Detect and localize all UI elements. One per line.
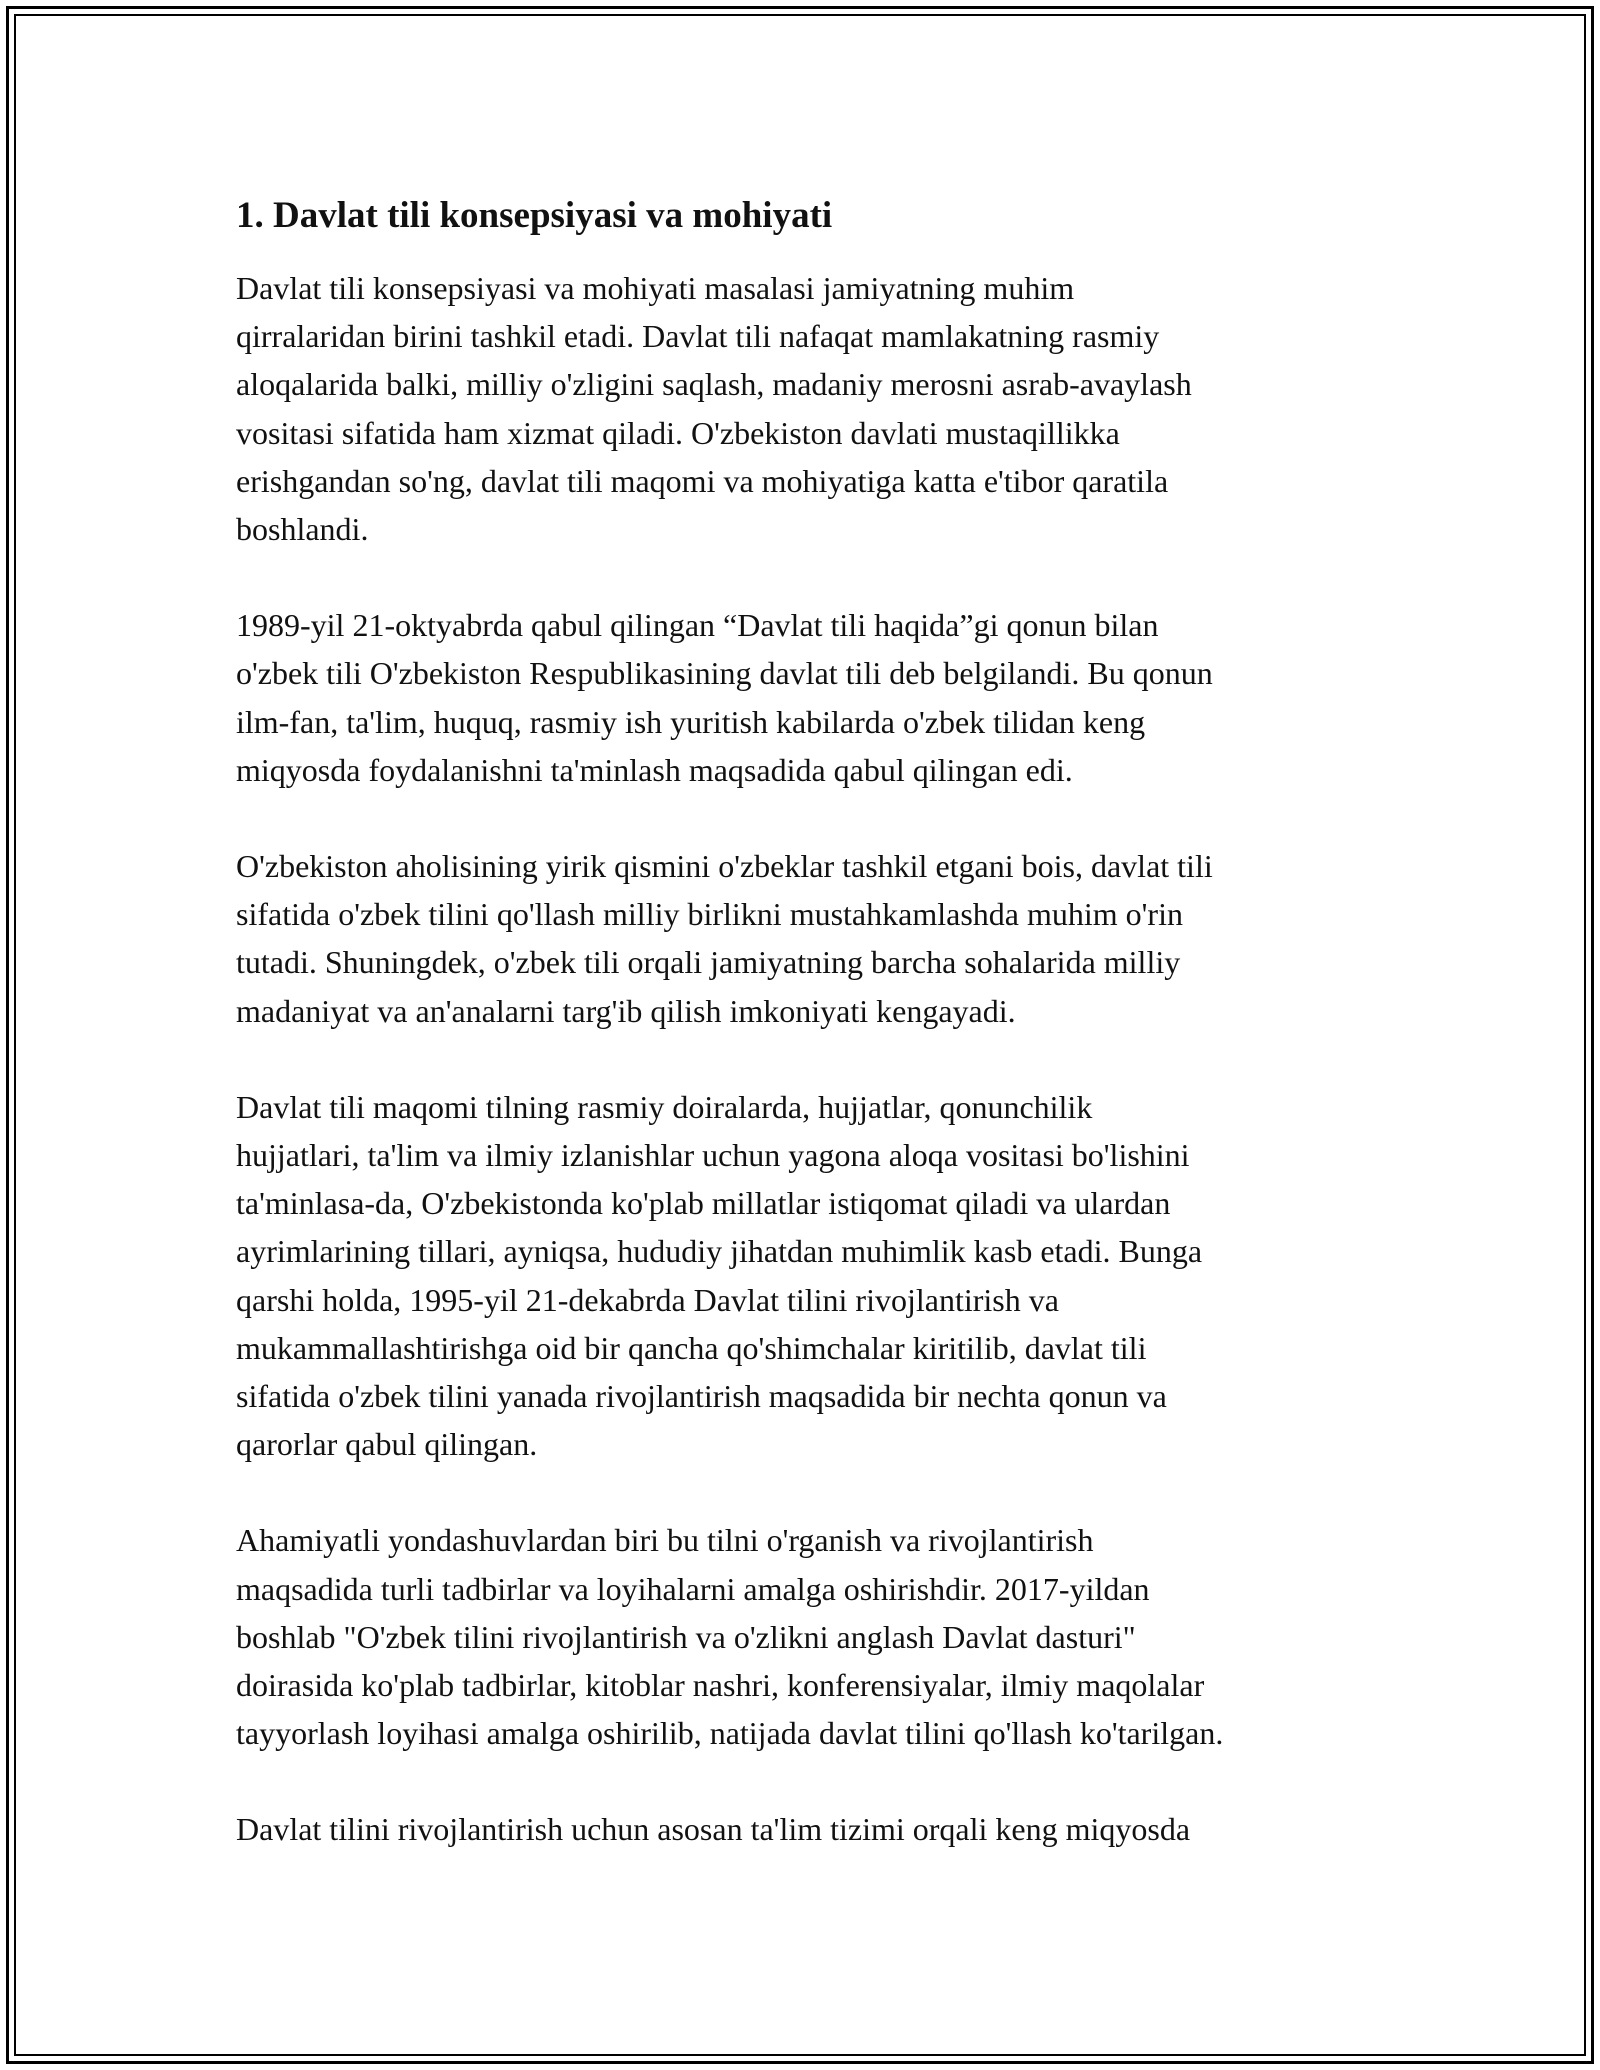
section-heading: 1. Davlat tili konsepsiyasi va mohiyati	[236, 195, 833, 236]
paragraph-3: O'zbekiston aholisining yirik qismini o'zbeklar tashkil etgani bois, davlat tili sifatida o'zbek tilini qo'llash milliy birlikni mustahkamlashda muhim o'rin tutadi. Shuningdek, o'zbek tili orqali jamiyatning barcha sohalarida milliy madaniyat va an'analarni targ'ib qilish imkoniyati kengayadi.	[236, 848, 1213, 1029]
document-body	[236, 186, 1366, 1902]
paragraph-5: Ahamiyatli yondashuvlardan biri bu tilni o'rganish va rivojlantirish maqsadida turli tadbirlar va loyihalarni amalga oshirishdir. 2017-yildan boshlab "O'zbek tilini rivojlantirish va o'zlikni anglash Davlat dasturi" doirasida ko'plab tadbirlar, kitoblar nashri, konferensiyalar, ilmiy maqolalar tayyorlash loyihasi amalga oshirilib, natijada davlat tilini qo'llash ko'tarilgan.	[236, 1522, 1224, 1752]
paragraph-1: Davlat tili konsepsiyasi va mohiyati masalasi jamiyatning muhim qirralaridan birini tashkil etadi. Davlat tili nafaqat mamlakatning rasmiy aloqalarida balki, milliy o'zligini saqlash, madaniy merosni asrab-avaylash vositasi sifatida ham xizmat qiladi. O'zbekiston davlati mustaqillikka erishgandan so'ng, davlat tili maqomi va mohiyatiga katta e'tibor qaratila boshlandi.	[236, 270, 1192, 548]
paragraph-6: Davlat tilini rivojlantirish uchun asosan ta'lim tizimi orqali keng miqyosda	[236, 1811, 1191, 1848]
paragraph-2: 1989-yil 21-oktyabrda qabul qilingan “Davlat tili haqida”gi qonun bilan o'zbek tili O'zbekiston Respublikasining davlat tili deb belgilandi. Bu qonun ilm-fan, ta'lim, huquq, rasmiy ish yuritish kabilarda o'zbek tilidan keng miqyosda foydalanishni ta'minlash maqsadida qabul qilingan edi.	[236, 607, 1213, 788]
paragraph-4: Davlat tili maqomi tilning rasmiy doiralarda, hujjatlar, qonunchilik hujjatlari, ta'lim va ilmiy izlanishlar uchun yagona aloqa vositasi bo'lishini ta'minlasa-da, O'zbekistonda ko'plab millatlar istiqomat qiladi va ulardan ayrimlarining tillari, ayniqsa, hududiy jihatdan muhimlik kasb etadi. Bunga qarshi holda, 1995-yil 21-dekabrda Davlat tilini rivojlantirish va mukammallashtirishga oid bir qancha qo'shimchalar kiritilib, davlat tili sifatida o'zbek tilini yanada rivojlantirish maqsadida bir nechta qonun va qarorlar qabul qilingan.	[236, 1088, 1203, 1463]
